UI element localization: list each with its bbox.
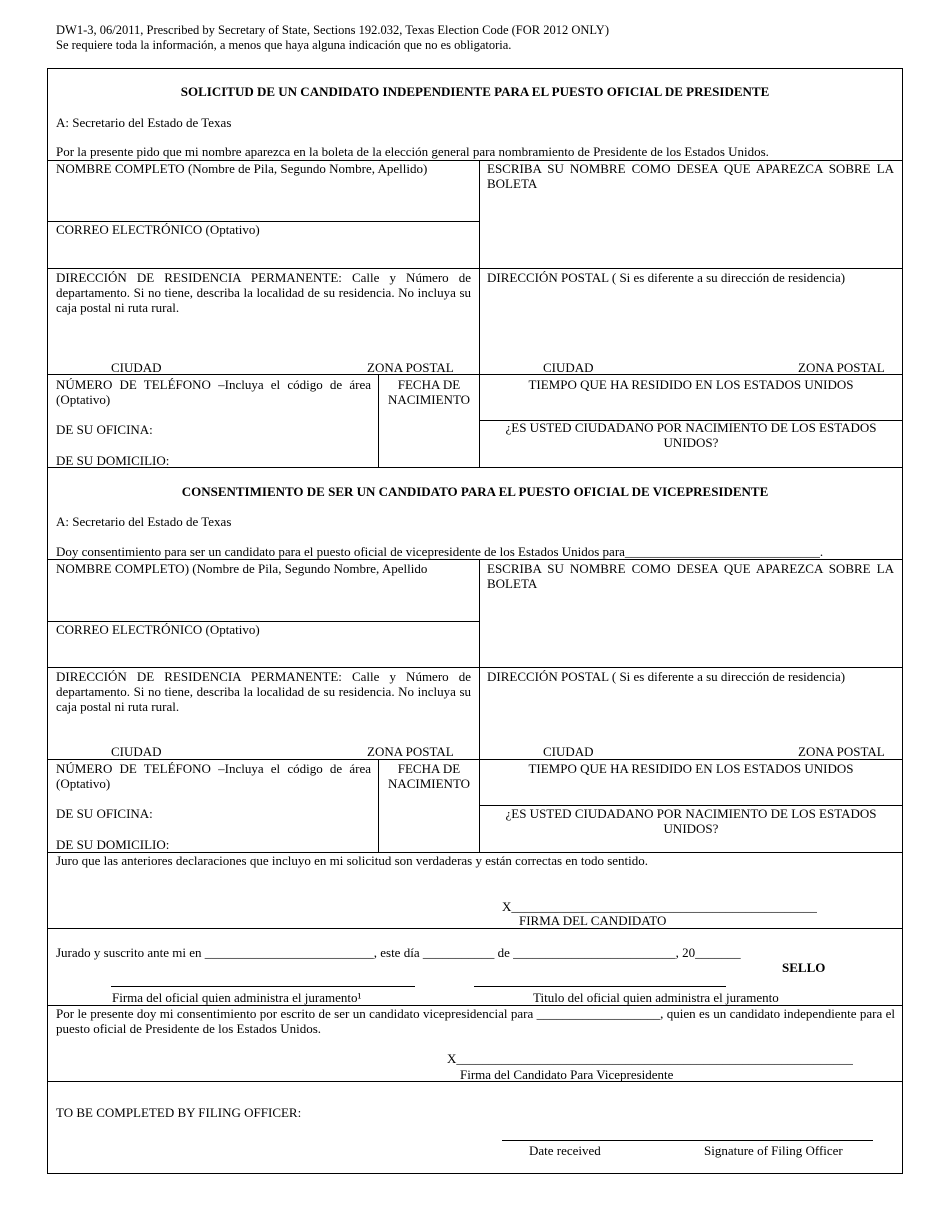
vice-ballot-name-label: ESCRIBA SU NOMBRE COMO DESEA QUE APAREZCA SOBRE LA BOLETA <box>487 561 894 591</box>
vice-zip-label: ZONA POSTAL <box>367 744 454 759</box>
president-zip-label: ZONA POSTAL <box>367 360 454 375</box>
official-signature-label: Firma del oficial quien administra el juramento¹ <box>112 990 362 1005</box>
president-home-phone-label: DE SU DOMICILIO: <box>56 453 170 468</box>
date-received-label: Date received <box>529 1143 601 1158</box>
vice-residency-time-label: TIEMPO QUE HA RESIDIDO EN LOS ESTADOS UNIDOS <box>528 761 854 776</box>
president-citizen-label: ¿ES USTED CIUDADANO POR NACIMIENTO DE LOS ESTADOS UNIDOS? <box>505 420 877 450</box>
president-addressee: A: Secretario del Estado de Texas <box>56 115 232 130</box>
official-title-label: Titulo del oficial quien administra el juramento <box>533 990 779 1005</box>
president-section-title: SOLICITUD DE UN CANDIDATO INDEPENDIENTE PARA EL PUESTO OFICIAL DE PRESIDENTE <box>180 84 770 99</box>
president-full-name-label: NOMBRE COMPLETO (Nombre de Pila, Segundo Nombre, Apellido) <box>56 161 428 176</box>
vice-residence-label: DIRECCIÓN DE RESIDENCIA PERMANENTE: Calle y Número de departamento. Si no tiene, describa la localidad de su residencia. No incluya su caja postal ni ruta rural. <box>56 669 471 714</box>
candidate-signature-label: FIRMA DEL CANDIDATO <box>519 913 667 928</box>
president-postal-city-label: CIUDAD <box>543 360 594 375</box>
form-id-line: DW1-3, 06/2011, Prescribed by Secretary of State, Sections 192.032, Texas Election Code (FOR 2012 ONLY) <box>56 23 609 37</box>
president-email-label: CORREO ELECTRÓNICO (Optativo) <box>56 222 260 237</box>
vice-birth-label: FECHA DE NACIMIENTO <box>387 761 471 791</box>
president-residency-time-label: TIEMPO QUE HA RESIDIDO EN LOS ESTADOS UNIDOS <box>528 377 854 392</box>
vice-addressee: A: Secretario del Estado de Texas <box>56 514 232 529</box>
vice-phone-label: NÚMERO DE TELÉFONO –Incluya el código de área (Optativo) <box>56 761 371 791</box>
seal-label: SELLO <box>782 960 826 975</box>
vice-postal-label: DIRECCIÓN POSTAL ( Si es diferente a su dirección de residencia) <box>487 669 846 684</box>
president-birth-label: FECHA DE NACIMIENTO <box>387 377 471 407</box>
filing-officer-heading: TO BE COMPLETED BY FILING OFFICER: <box>56 1105 302 1120</box>
vice-intro: Doy consentimiento para ser un candidato para el puesto oficial de vicepresidente de los Estados Unidos para______________________________. <box>56 544 824 559</box>
vice-section-title: CONSENTIMIENTO DE SER UN CANDIDATO PARA EL PUESTO OFICIAL DE VICEPRESIDENTE <box>181 484 769 499</box>
vice-signature-line[interactable]: X_____________________________________________________________ <box>447 1051 853 1066</box>
vice-email-label: CORREO ELECTRÓNICO (Optativo) <box>56 622 260 637</box>
president-city-label: CIUDAD <box>111 360 162 375</box>
sworn-statement: Jurado y suscrito ante mi en __________________________, este día ___________ de _________________________, 20_______ <box>56 945 741 960</box>
vice-postal-zip-label: ZONA POSTAL <box>798 744 885 759</box>
vice-consent-statement: Por le presente doy mi consentimiento por escrito de ser un candidato vicepresidencial para ___________________, quien es un candidato independiente para el puesto oficial de Presidente de los Estados Unidos. <box>56 1006 895 1036</box>
president-phone-label: NÚMERO DE TELÉFONO –Incluya el código de área (Optativo) <box>56 377 371 407</box>
president-ballot-name-label: ESCRIBA SU NOMBRE COMO DESEA QUE APAREZCA SOBRE LA BOLETA <box>487 161 894 191</box>
president-postal-label: DIRECCIÓN POSTAL ( Si es diferente a su dirección de residencia) <box>487 270 846 285</box>
oath-statement: Juro que las anteriores declaraciones que incluyo en mi solicitud son verdaderas y están correctas en todo sentido. <box>56 853 649 868</box>
president-residence-label: DIRECCIÓN DE RESIDENCIA PERMANENTE: Calle y Número de departamento. Si no tiene, describa la localidad de su residencia. No incluya su caja postal ni ruta rural. <box>56 270 471 315</box>
vice-office-phone-label: DE SU OFICINA: <box>56 806 153 821</box>
vice-full-name-label: NOMBRE COMPLETO) (Nombre de Pila, Segundo Nombre, Apellido <box>56 561 428 576</box>
vice-signature-label: Firma del Candidato Para Vicepresidente <box>460 1067 674 1082</box>
president-intro: Por la presente pido que mi nombre aparezca en la boleta de la elección general para nombramiento de Presidente de los Estados Unidos. <box>56 144 769 159</box>
vice-postal-city-label: CIUDAD <box>543 744 594 759</box>
candidate-signature-line[interactable]: X_______________________________________________ <box>502 899 817 914</box>
vice-city-label: CIUDAD <box>111 744 162 759</box>
vice-home-phone-label: DE SU DOMICILIO: <box>56 837 170 852</box>
filing-officer-signature-label: Signature of Filing Officer <box>704 1143 843 1158</box>
president-postal-zip-label: ZONA POSTAL <box>798 360 885 375</box>
required-info-note: Se requiere toda la información, a menos que haya alguna indicación que no es obligatoria. <box>56 38 512 52</box>
president-office-phone-label: DE SU OFICINA: <box>56 422 153 437</box>
vice-citizen-label: ¿ES USTED CIUDADANO POR NACIMIENTO DE LOS ESTADOS UNIDOS? <box>505 806 877 836</box>
